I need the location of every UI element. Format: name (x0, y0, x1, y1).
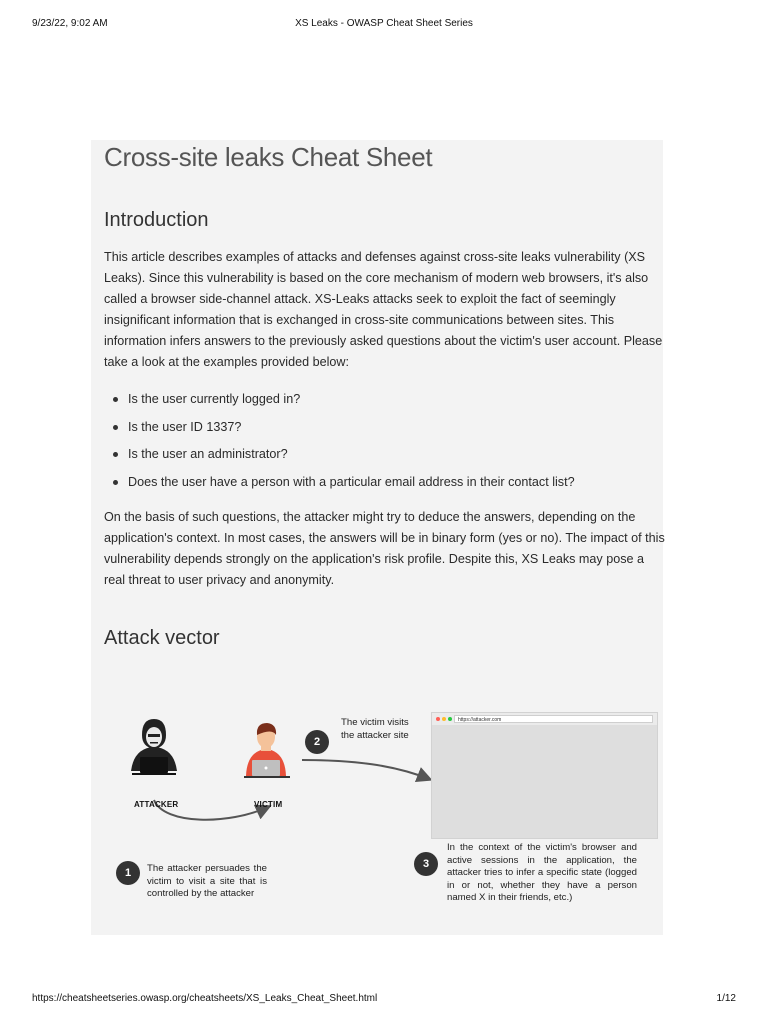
page-title: Cross-site leaks Cheat Sheet (104, 142, 433, 172)
attack-vector-diagram (104, 685, 664, 925)
step-2-text: The victim visits the attacker site (341, 717, 409, 741)
article-content (91, 140, 663, 935)
minimize-dot-icon (442, 717, 446, 721)
maximize-dot-icon (448, 717, 452, 721)
step-1-badge: 1 (116, 861, 140, 885)
browser-window (431, 712, 658, 839)
print-date: 9/23/22, 9:02 AM (32, 18, 108, 29)
question-list (104, 389, 664, 499)
introduction-paragraph: This article describes examples of attacks and defenses against cross-site leaks vulnerability (XS Leaks). Since this vulnerability is based on the core mechanism of modern web browsers, it's also called a browser side-channel attack. XS-Leaks attacks seek to exploit the fact of seemingly insignificant information that is exchanged in cross-site communications between sites. This information infers answers to the previously asked questions about the victim's user account. Please take a look at the examples provided below: (104, 250, 663, 369)
bullet-icon (113, 452, 118, 457)
step-1-text: The attacker persuades the victim to visit a site that is controlled by the attacker (147, 863, 267, 899)
impact-paragraph: On the basis of such questions, the attacker might try to deduce the answers, depending on the application's context. In most cases, the answers will be in binary form (yes or no). The impact of this vulnerability depends strongly on the application's risk profile. Despite this, XS Leaks may pose a real threat to user privacy and anonymity. (104, 510, 665, 587)
introduction-heading: Introduction (104, 209, 209, 231)
attack-vector-heading: Attack vector (104, 627, 220, 649)
step-3-text: In the context of the victim's browser and active sessions in the application, the attacker tries to infer a specific state (logged in or not, whether they have a person named X in their friends, etc.) (447, 842, 637, 903)
step-2-badge: 2 (305, 730, 329, 754)
print-footer (32, 993, 736, 1007)
victim-label: VICTIM (254, 800, 283, 809)
victim-icon (244, 723, 290, 778)
print-url: https://cheatsheetseries.owasp.org/cheatsheets/XS_Leaks_Cheat_Sheet.html (32, 993, 378, 1004)
list-item: Is the user an administrator? (104, 444, 664, 472)
close-dot-icon (436, 717, 440, 721)
browser-url-bar: https://attacker.com (454, 715, 653, 723)
list-item: Is the user currently logged in? (104, 389, 664, 417)
visit-arrow (302, 760, 429, 779)
attacker-icon (131, 719, 177, 775)
print-page-title: XS Leaks - OWASP Cheat Sheet Series (295, 18, 473, 29)
page-number: 1/12 (716, 993, 736, 1004)
bullet-icon (113, 480, 118, 485)
list-item: Is the user ID 1337? (104, 417, 664, 445)
bullet-icon (113, 397, 118, 402)
attacker-label: ATTACKER (134, 800, 179, 809)
step-3-badge: 3 (414, 852, 438, 876)
print-header (32, 18, 736, 32)
browser-toolbar (432, 713, 657, 725)
list-item: Does the user have a person with a particular email address in their contact list? (104, 472, 664, 500)
bullet-icon (113, 425, 118, 430)
